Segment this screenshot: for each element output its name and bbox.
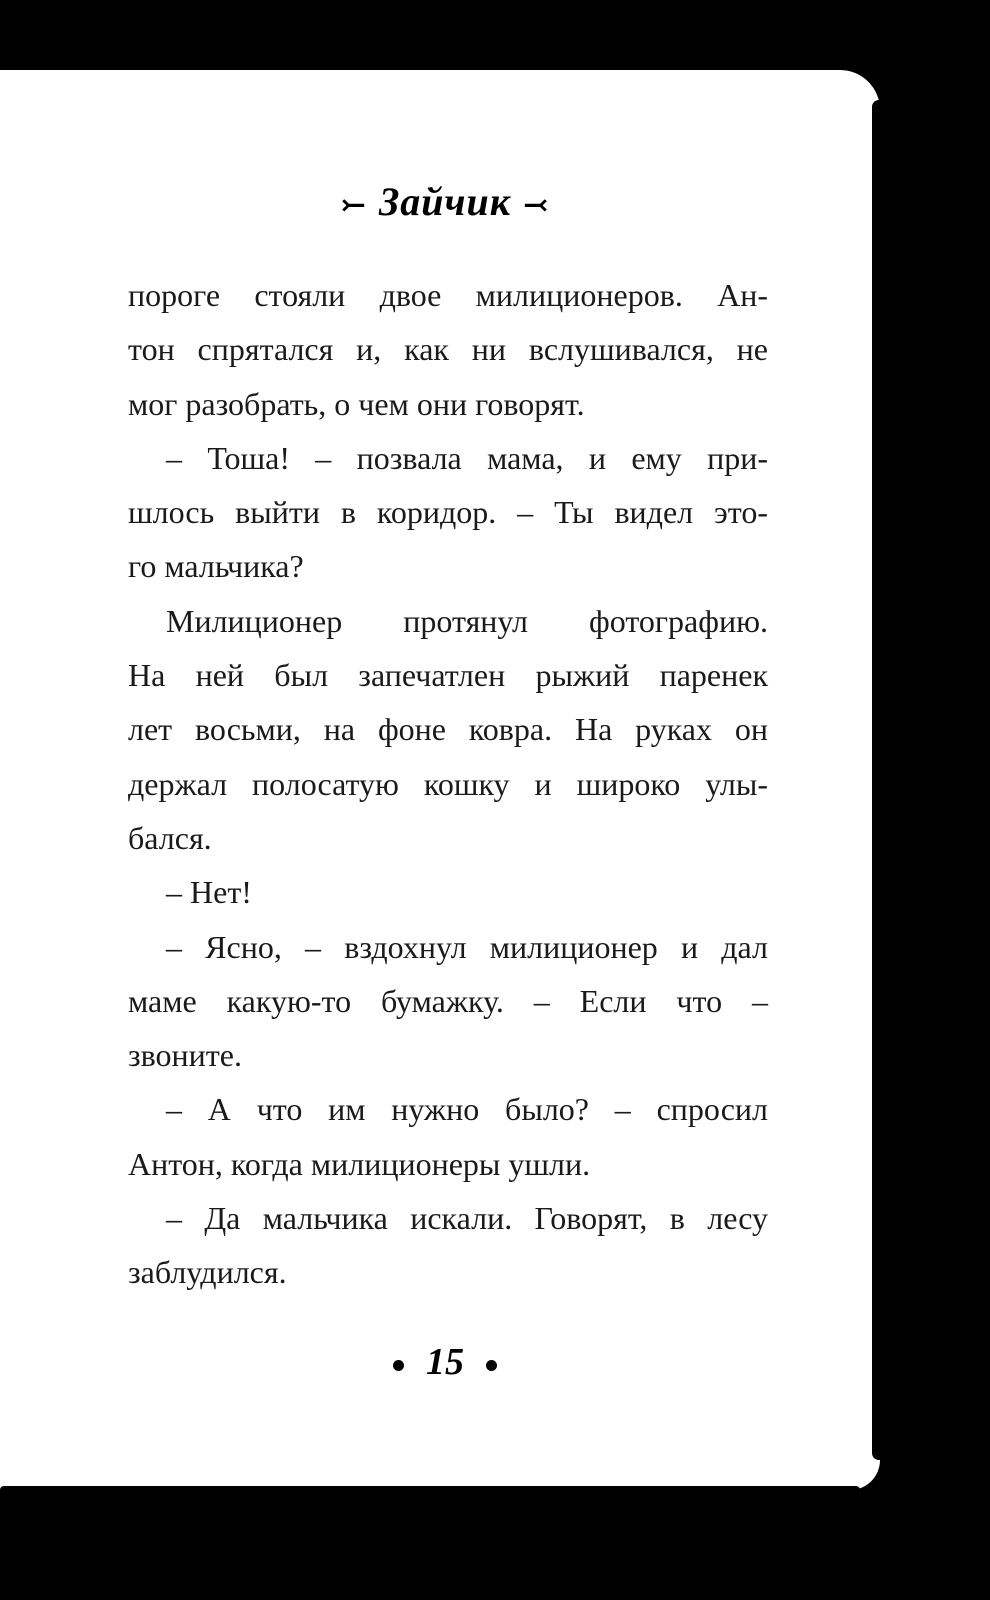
ornament-right-icon: ⤙ <box>523 189 550 223</box>
text-line: маме какую-то бумажку. – Если что – <box>128 982 768 1019</box>
header-title: Зайчик <box>378 179 512 224</box>
ornament-left-icon: ⤚ <box>340 189 367 223</box>
text-line: тон спрятался и, как ни вслушивался, не <box>128 331 768 368</box>
text-line: На ней был запечатлен рыжий паренек <box>128 657 768 694</box>
text-line: звоните. <box>128 1037 242 1074</box>
body-text <box>128 268 768 1300</box>
page-number-value: 15 <box>426 1341 464 1383</box>
page-border-bottom <box>0 1486 860 1494</box>
text-line: бался. <box>128 819 212 856</box>
text-line: Милиционер протянул фотографию. <box>166 602 768 639</box>
text-line: – Да мальчика искали. Говорят, в лесу <box>166 1200 768 1237</box>
page-number <box>0 1340 890 1384</box>
text-line: мог разобрать, о чем они говорят. <box>128 385 585 422</box>
text-line: – Нет! <box>166 874 252 911</box>
bullet-icon <box>486 1360 497 1371</box>
text-line: шлось выйти в коридор. – Ты видел это- <box>128 494 768 531</box>
text-line: Антон, когда милиционеры ушли. <box>128 1145 591 1182</box>
text-line: го мальчика? <box>128 548 304 585</box>
text-line: пороге стояли двое милиционеров. Ан- <box>128 277 768 313</box>
page-border-right <box>872 100 886 1460</box>
text-line: – А что им нужно было? – спросил <box>166 1091 768 1128</box>
text-line: лет восьми, на фоне ковра. На руках он <box>128 711 768 748</box>
text-line: держал полосатую кошку и широко улы- <box>128 765 768 802</box>
bullet-icon <box>393 1360 404 1371</box>
running-header <box>0 178 890 225</box>
text-line: – Тоша! – позвала мама, и ему при- <box>166 439 768 476</box>
text-line: заблудился. <box>128 1254 287 1291</box>
text-line: – Ясно, – вздохнул милиционер и дал <box>166 928 768 965</box>
